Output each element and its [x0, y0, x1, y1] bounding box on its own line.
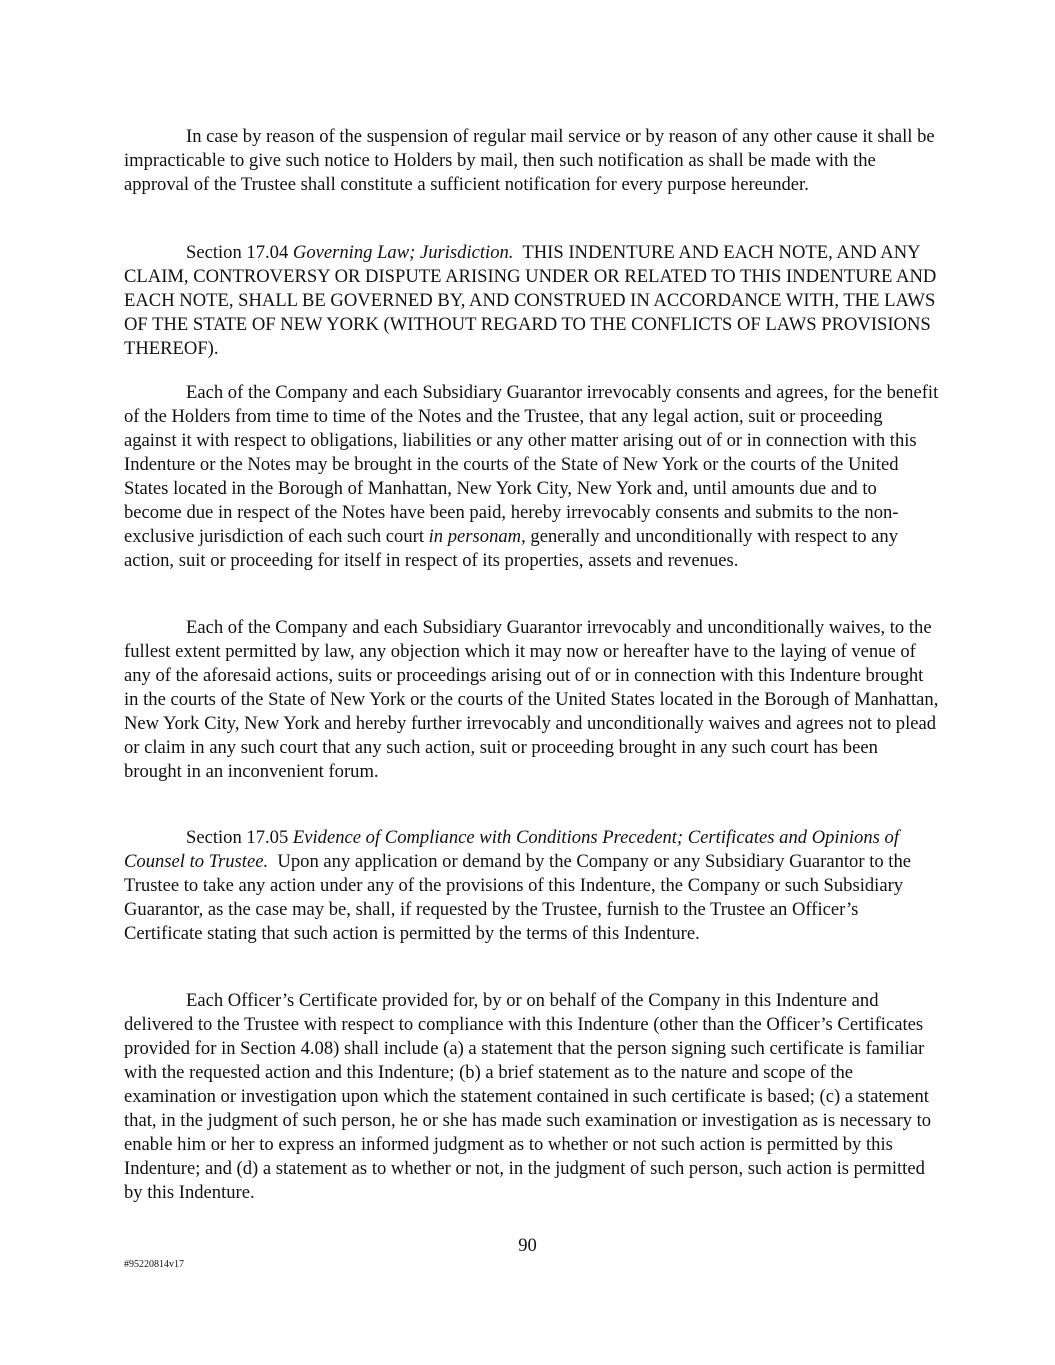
paragraph-text: Each Officer’s Certificate provided for, by or on behalf of the Company in this Indenture and delivered to the Trustee with respect to compliance with this Indenture (other than the Officer’s Certificates provided for in Section 4.08) shall include (a) a statement that the person signing such certificate is familiar with the requested action and this Indenture; (b) a brief statement as to the nature and scope of the examination or investigation upon which the statement contained in such certificate is based; (c) a statement that, in the judgment of such person, he or she has made such examination or investigation as is necessary to enable him or her to express an informed judgment as to whether or not such action is permitted by this Indenture; and (d) a statement as to whether or not, in the judgment of such person, such action is permitted by this Indenture. [124, 990, 932, 1203]
paragraph-text-continued: , generally and unconditionally with respect to any action, suit or proceeding for itself in respect of its properties, assets and revenues. [124, 526, 899, 571]
paragraph-text: THIS INDENTURE AND EACH NOTE, AND ANY CLAIM, CONTROVERSY OR DISPUTE ARISING UNDER OR RELATED TO THIS INDENTURE AND EACH NOTE, SHALL BE GOVERNED BY, AND CONSTRUED IN ACCORDANCE WITH, THE LAWS OF THE STATE OF NEW YORK (WITHOUT REGARD TO THE CONFLICTS OF LAWS PROVISIONS THEREOF). [124, 242, 941, 359]
section-heading: Evidence of Compliance with Conditions Precedent; Certificates and Opinions of Counsel to Trustee. [124, 827, 900, 872]
document-id: #95220814v17 [124, 1259, 184, 1270]
paragraph-text: Each of the Company and each Subsidiary Guarantor irrevocably consents and agrees, for the benefit of the Holders from time to time of the Notes and the Trustee, that any legal action, suit or proceeding against it with respect to obligations, liabilities or any other matter arising out of or in connection with this Indenture or the Notes may be brought in the courts of the State of New York or the courts of the United States located in the Borough of Manhattan, New York City, New York and, until amounts due and to become due in respect of the Notes have been paid, hereby irrevocably consents and submits to the non-exclusive jurisdiction of each such court [124, 382, 939, 547]
section-number: Section 17.05 [186, 827, 293, 848]
paragraph-mail-notice [124, 125, 939, 197]
italic-term: in personam [428, 526, 522, 547]
section-number: Section 17.04 [186, 242, 293, 263]
paragraph-venue-waiver [124, 616, 939, 784]
page-number: 90 [518, 1235, 537, 1256]
paragraph-text: In case by reason of the suspension of regular mail service or by reason of any other cause it shall be impracticable to give such notice to Holders by mail, then such notification as shall be made with the approval of the Trustee shall constitute a sufficient notification for every purpose hereunder. [124, 126, 935, 195]
paragraph-text: Upon any application or demand by the Company or any Subsidiary Guarantor to the Trustee to take any action under any of the provisions of this Indenture, the Company or such Subsidiary Guarantor, as the case may be, shall, if requested by the Trustee, furnish to the Trustee an Officer’s Certificate stating that such action is permitted by the terms of this Indenture. [124, 851, 916, 944]
paragraph-officers-certificate [124, 989, 939, 1205]
paragraph-section-17-05 [124, 826, 939, 946]
paragraph-section-17-04 [124, 241, 939, 361]
paragraph-jurisdiction-consent [124, 381, 939, 573]
paragraph-text: Each of the Company and each Subsidiary Guarantor irrevocably and unconditionally waives, to the fullest extent permitted by law, any objection which it may now or hereafter have to the laying of venue of any of the aforesaid actions, suits or proceedings arising out of or in connection with this Indenture brought in the courts of the State of New York or the courts of the United States located in the Borough of Manhattan, New York City, New York and hereby further irrevocably and unconditionally waives and agrees not to plead or claim in any such court that any such action, suit or proceeding brought in any such court has been brought in an inconvenient forum. [124, 617, 939, 782]
section-heading: Governing Law; Jurisdiction. [292, 242, 514, 263]
